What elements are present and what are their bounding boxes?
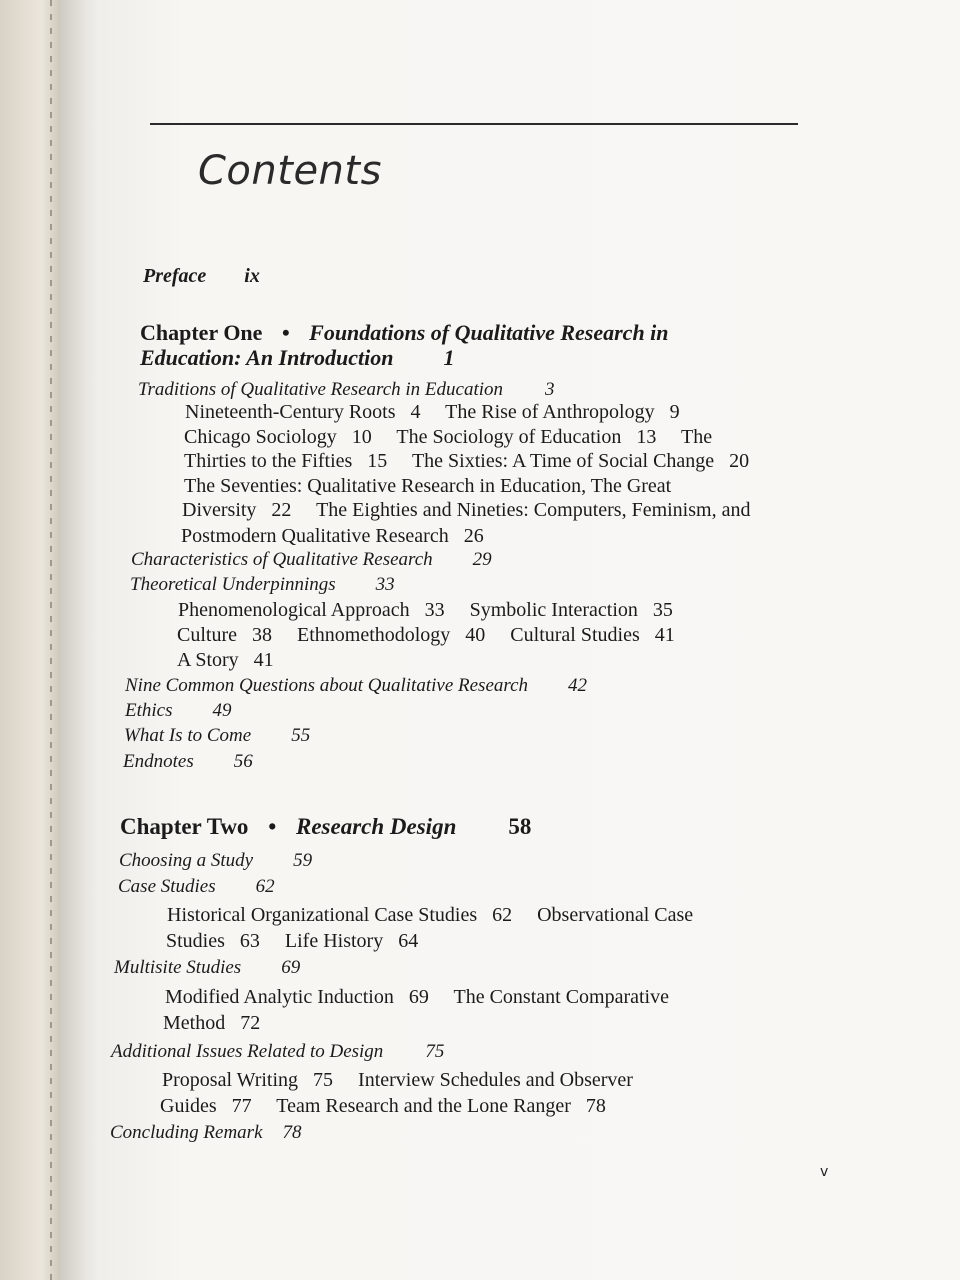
chapter-two-bullet: • bbox=[268, 814, 277, 839]
section-title: Choosing a Study bbox=[119, 850, 254, 871]
toc-section-entry bbox=[138, 380, 555, 399]
section-title: Concluding Remark bbox=[110, 1122, 263, 1143]
section-title: Endnotes bbox=[123, 751, 194, 772]
section-page: 33 bbox=[375, 574, 395, 595]
section-page: 62 bbox=[255, 876, 275, 897]
section-page: 59 bbox=[293, 850, 313, 871]
toc-subentry-line: Studies 63 Life History 64 bbox=[166, 930, 419, 952]
section-title: Additional Issues Related to Design bbox=[111, 1041, 384, 1062]
toc-section-entry bbox=[118, 877, 275, 896]
section-page: 49 bbox=[212, 700, 232, 721]
toc-section-entry bbox=[130, 575, 395, 594]
toc-section-entry bbox=[125, 701, 232, 720]
toc-subentry-line: Nineteenth-Century Roots 4 The Rise of Anthropology 9 bbox=[185, 401, 680, 423]
section-page: 69 bbox=[281, 957, 301, 978]
section-page: 42 bbox=[568, 675, 587, 696]
section-title: Traditions of Qualitative Research in Education bbox=[138, 379, 504, 400]
section-title: Multisite Studies bbox=[114, 957, 242, 978]
chapter-two-page: 58 bbox=[508, 814, 532, 839]
toc-subentry-line: Culture 38 Ethnomethodology 40 Cultural Studies 41 bbox=[177, 624, 675, 646]
book-gutter bbox=[60, 0, 105, 1280]
chapter-one-title-line1: Foundations of Qualitative Research in bbox=[309, 320, 669, 345]
toc-section-entry bbox=[114, 958, 300, 977]
toc-subentry-line: Postmodern Qualitative Research 26 bbox=[181, 525, 484, 547]
preface-entry bbox=[143, 266, 260, 286]
section-page: 56 bbox=[233, 751, 253, 772]
chapter-one-label: Chapter One bbox=[140, 320, 263, 345]
preface-label: Preface bbox=[143, 265, 207, 287]
chapter-one-heading-line2 bbox=[140, 347, 454, 369]
toc-subentry-line: Thirties to the Fifties 15 The Sixties: A Time of Social Change 20 bbox=[184, 450, 750, 472]
preface-page: ix bbox=[244, 265, 260, 287]
chapter-two-title: Research Design bbox=[296, 814, 457, 839]
toc-section-entry bbox=[119, 851, 312, 870]
toc-subentry-line: The Seventies: Qualitative Research in Education, The Great bbox=[184, 475, 672, 497]
chapter-two-heading bbox=[120, 815, 531, 838]
chapter-one-heading bbox=[140, 322, 669, 344]
toc-subentry-line: Proposal Writing 75 Interview Schedules and Observer bbox=[162, 1069, 633, 1091]
page-title: Contents bbox=[198, 148, 382, 194]
toc-subentry-line: Guides 77 Team Research and the Lone Ranger 78 bbox=[160, 1095, 606, 1117]
toc-subentry-line: Diversity 22 The Eighties and Nineties: Computers, Feminism, and bbox=[182, 499, 751, 521]
chapter-one-page: 1 bbox=[443, 345, 455, 370]
section-page: 75 bbox=[425, 1041, 445, 1062]
toc-subentry-line: Historical Organizational Case Studies 62 Observational Case bbox=[167, 904, 694, 926]
section-page: 55 bbox=[291, 725, 311, 746]
toc-section-entry bbox=[110, 1123, 302, 1142]
toc-subentry-line: Method 72 bbox=[163, 1012, 261, 1034]
toc-section-entry bbox=[111, 1042, 444, 1061]
toc-subentry-line: Chicago Sociology 10 The Sociology of Education 13 The bbox=[184, 426, 713, 448]
section-page: 3 bbox=[545, 379, 555, 400]
section-title: Case Studies bbox=[118, 876, 216, 897]
chapter-one-bullet: • bbox=[281, 320, 290, 345]
toc-section-entry bbox=[131, 550, 492, 569]
toc-subentry-line: A Story 41 bbox=[177, 649, 274, 671]
section-page: 29 bbox=[472, 549, 492, 570]
section-title: Characteristics of Qualitative Research bbox=[131, 549, 433, 570]
toc-subentry-line: Modified Analytic Induction 69 The Constant Comparative bbox=[165, 986, 669, 1008]
top-rule bbox=[150, 123, 798, 125]
section-title: Nine Common Questions about Qualitative Research bbox=[125, 675, 528, 696]
facing-page-edge bbox=[0, 0, 60, 1280]
section-page: 78 bbox=[282, 1122, 302, 1143]
toc-subentry-line: Phenomenological Approach 33 Symbolic Interaction 35 bbox=[178, 599, 673, 621]
page-number: v bbox=[820, 1164, 829, 1180]
toc-section-entry bbox=[123, 752, 253, 771]
section-title: What Is to Come bbox=[124, 725, 252, 746]
toc-section-entry bbox=[125, 676, 587, 695]
toc-section-entry bbox=[124, 726, 310, 745]
section-title: Theoretical Underpinnings bbox=[130, 574, 336, 595]
section-title: Ethics bbox=[125, 700, 173, 721]
chapter-two-label: Chapter Two bbox=[120, 814, 249, 839]
chapter-one-title-line2: Education: An Introduction bbox=[140, 345, 394, 370]
